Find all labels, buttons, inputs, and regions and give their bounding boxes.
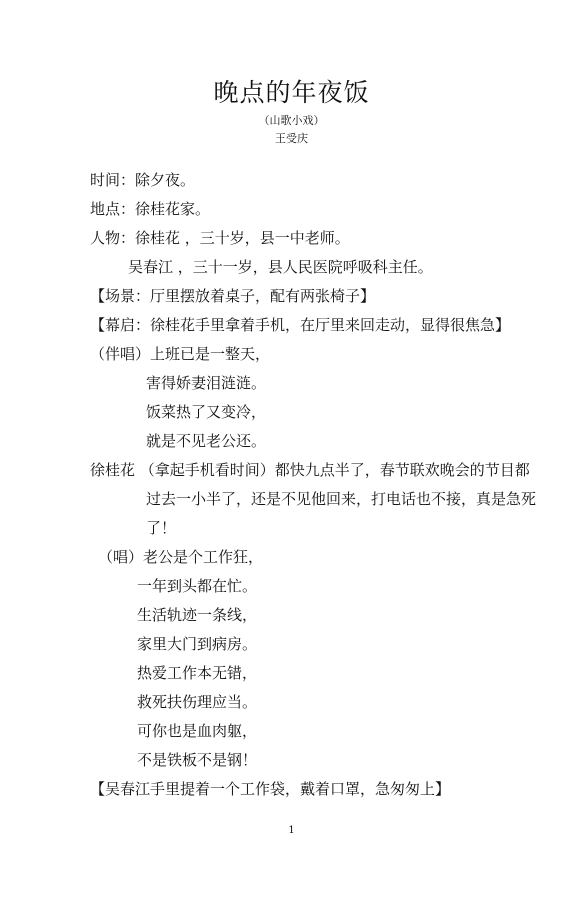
text-line-characters: 人物：徐桂花 ，三十岁，县一中老师。 — [90, 229, 350, 247]
text-line-song-4: 家里大门到病房。 — [137, 635, 258, 653]
text-line-song-3: 生活轨迹一条线， — [137, 606, 258, 624]
text-line-chorus-2: 害得娇妻泪涟涟。 — [146, 374, 267, 392]
text-line-dialogue-xu-2: 过去一小半了，还是不见他回来，打电话也不接，真是急死 — [146, 490, 537, 508]
text-line-chorus: （伴唱）上班已是一整天， — [90, 345, 271, 363]
text-line-song-7: 可你也是血肉躯， — [137, 722, 258, 740]
text-line-stage-direction: 【吴春江手里提着一个工作袋，戴着口罩，急匆匆上】 — [90, 780, 451, 798]
text-line-dialogue-xu: 徐桂花 （拿起手机看时间）都快九点半了，春节联欢晚会的节目都 — [90, 461, 530, 479]
text-line-song-5: 热爱工作本无错， — [137, 664, 258, 682]
text-line-time: 时间：除夕夜。 — [90, 171, 196, 189]
text-line-chorus-3: 饭菜热了又变冷， — [146, 403, 267, 421]
text-line-place: 地点：徐桂花家。 — [90, 200, 211, 218]
document-author: 王受庆 — [275, 132, 308, 145]
document-title: 晚点的年夜饭 — [213, 78, 370, 107]
text-line-chorus-4: 就是不见老公还。 — [146, 432, 267, 450]
page-number: 1 — [288, 825, 295, 836]
text-line-song-8: 不是铁板不是钢！ — [137, 751, 258, 769]
text-line-song-6: 救死扶伤理应当。 — [137, 693, 258, 711]
text-line-song: （唱）老公是个工作狂， — [98, 548, 264, 566]
document-subtitle: （山歌小戏） — [258, 114, 325, 127]
text-line-curtain-rise: 【幕启：徐桂花手里拿着手机，在厅里来回走动，显得很焦急】 — [90, 316, 511, 334]
text-line-scene: 【场景：厅里摆放着桌子，配有两张椅子】 — [90, 287, 376, 305]
text-line-character-wu: 吴春江 ，三十一岁，县人民医院呼吸科主任。 — [128, 258, 433, 276]
text-line-dialogue-xu-3: 了！ — [146, 519, 177, 537]
text-line-song-2: 一年到头都在忙。 — [137, 577, 258, 595]
